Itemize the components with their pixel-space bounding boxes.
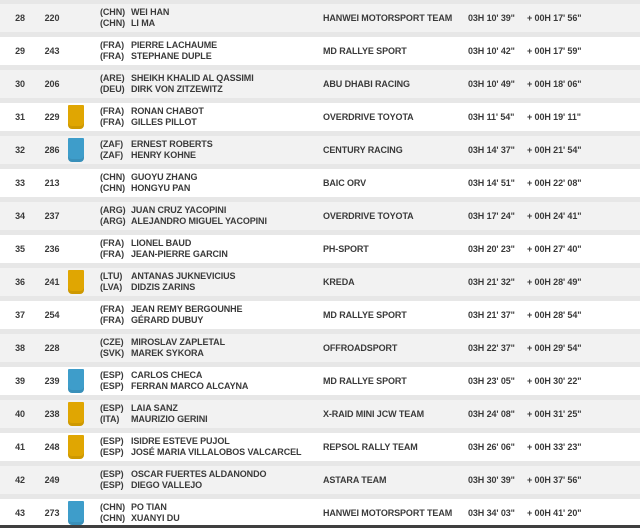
crew-names	[100, 370, 323, 393]
driver-name: ANTANAS JUKNEVICIUS	[131, 270, 236, 281]
car-number: 237	[44, 211, 60, 221]
stage-time: 03H 26' 06"	[468, 442, 515, 452]
driver-name: ISIDRE ESTEVE PUJOL	[131, 435, 230, 446]
driver-name: GUOYU ZHANG	[131, 171, 198, 182]
team-name: MD RALLYE SPORT	[323, 310, 407, 320]
codriver-country-code: (FRA)	[100, 315, 124, 325]
codriver-line	[100, 18, 323, 30]
driver-country-code: (ESP)	[100, 369, 124, 380]
time-gap: + 00H 22' 08"	[527, 178, 582, 188]
stage-time: 03H 10' 42"	[468, 46, 515, 56]
category-badge-blue	[68, 501, 84, 525]
time-gap: + 00H 41' 20"	[527, 508, 582, 518]
stage-time: 03H 11' 54"	[468, 112, 515, 122]
category-badge-cell	[64, 235, 100, 263]
codriver-country-code: (ESP)	[100, 447, 124, 457]
time-gap: + 00H 27' 40"	[527, 244, 582, 254]
position-rank: 31	[15, 112, 25, 122]
codriver-country-code: (CHN)	[100, 183, 125, 193]
team-name: BAIC ORV	[323, 178, 367, 188]
codriver-country-code: (CHN)	[100, 18, 125, 28]
crew-names	[100, 403, 323, 426]
table-row	[0, 334, 640, 362]
table-row	[0, 235, 640, 263]
crew-names	[100, 436, 323, 459]
codriver-line	[100, 480, 323, 492]
table-row	[0, 4, 640, 32]
codriver-country-code: (ITA)	[100, 414, 120, 424]
driver-line	[100, 403, 323, 415]
codriver-name: MAURIZIO GERINI	[131, 414, 208, 424]
crew-names	[100, 73, 323, 96]
codriver-name: HONGYU PAN	[131, 183, 191, 193]
driver-name: OSCAR FUERTES ALDANONDO	[131, 468, 267, 479]
category-badge-cell	[64, 367, 100, 395]
position-rank: 37	[15, 310, 25, 320]
team-name: ASTARA TEAM	[323, 475, 387, 485]
stage-time: 03H 34' 03"	[468, 508, 515, 518]
codriver-country-code: (ESP)	[100, 480, 124, 490]
codriver-name: STEPHANE DUPLE	[131, 51, 212, 61]
position-rank: 39	[15, 376, 25, 386]
codriver-name: LI MA	[131, 18, 155, 28]
crew-names	[100, 205, 323, 228]
stage-time: 03H 14' 51"	[468, 178, 515, 188]
driver-country-code: (ESP)	[100, 468, 124, 479]
car-number: 249	[44, 475, 60, 485]
stage-time: 03H 10' 49"	[468, 79, 515, 89]
crew-names	[100, 304, 323, 327]
table-row	[0, 136, 640, 164]
time-gap: + 00H 30' 22"	[527, 376, 582, 386]
position-rank: 30	[15, 79, 25, 89]
time-gap: + 00H 31' 25"	[527, 409, 582, 419]
codriver-name: HENRY KOHNE	[131, 150, 196, 160]
codriver-country-code: (ZAF)	[100, 150, 123, 160]
position-rank: 40	[15, 409, 25, 419]
crew-names	[100, 502, 323, 525]
time-gap: + 00H 18' 06"	[527, 79, 582, 89]
team-name: MD RALLYE SPORT	[323, 46, 407, 56]
crew-names	[100, 271, 323, 294]
driver-line	[100, 304, 323, 316]
position-rank: 41	[15, 442, 25, 452]
driver-name: MIROSLAV ZAPLETAL	[131, 336, 225, 347]
crew-names	[100, 172, 323, 195]
stage-time: 03H 10' 39"	[468, 13, 515, 23]
crew-names	[100, 337, 323, 360]
category-badge-cell	[64, 4, 100, 32]
category-badge-cell	[64, 334, 100, 362]
category-badge-cell	[64, 70, 100, 98]
codriver-name: JOSÉ MARIA VILLALOBOS VALCARCEL	[131, 447, 302, 457]
codriver-line	[100, 249, 323, 261]
driver-line	[100, 337, 323, 349]
time-gap: + 00H 29' 54"	[527, 343, 582, 353]
codriver-line	[100, 447, 323, 459]
stage-time: 03H 20' 23"	[468, 244, 515, 254]
driver-line	[100, 271, 323, 283]
time-gap: + 00H 28' 49"	[527, 277, 582, 287]
codriver-line	[100, 513, 323, 525]
driver-name: PO TIAN	[131, 501, 167, 512]
codriver-country-code: (CHN)	[100, 513, 125, 523]
stage-time: 03H 23' 05"	[468, 376, 515, 386]
team-name: KREDA	[323, 277, 355, 287]
codriver-name: DIEGO VALLEJO	[131, 480, 203, 490]
stage-time: 03H 21' 32"	[468, 277, 515, 287]
driver-name: JEAN REMY BERGOUNHE	[131, 303, 243, 314]
codriver-line	[100, 183, 323, 195]
stage-time: 03H 30' 39"	[468, 475, 515, 485]
driver-country-code: (CZE)	[100, 336, 124, 347]
codriver-line	[100, 117, 323, 129]
car-number: 206	[44, 79, 60, 89]
time-gap: + 00H 37' 56"	[527, 475, 582, 485]
time-gap: + 00H 17' 56"	[527, 13, 582, 23]
codriver-country-code: (FRA)	[100, 249, 124, 259]
category-badge-cell	[64, 202, 100, 230]
team-name: ABU DHABI RACING	[323, 79, 410, 89]
crew-names	[100, 40, 323, 63]
codriver-country-code: (ESP)	[100, 381, 124, 391]
car-number: 229	[44, 112, 60, 122]
driver-line	[100, 370, 323, 382]
codriver-name: ALEJANDRO MIGUEL YACOPINI	[131, 216, 267, 226]
driver-name: RONAN CHABOT	[131, 105, 204, 116]
driver-country-code: (FRA)	[100, 39, 124, 50]
codriver-country-code: (DEU)	[100, 84, 125, 94]
stage-time: 03H 22' 37"	[468, 343, 515, 353]
driver-line	[100, 172, 323, 184]
category-badge-cell	[64, 103, 100, 131]
category-badge-yellow	[68, 105, 84, 129]
car-number: 248	[44, 442, 60, 452]
crew-names	[100, 469, 323, 492]
car-number: 241	[44, 277, 60, 287]
table-row	[0, 37, 640, 65]
driver-country-code: (LTU)	[100, 270, 123, 281]
table-row	[0, 268, 640, 296]
category-badge-blue	[68, 138, 84, 162]
car-number: 213	[44, 178, 60, 188]
table-row	[0, 499, 640, 527]
category-badge-cell	[64, 466, 100, 494]
driver-name: PIERRE LACHAUME	[131, 39, 218, 50]
codriver-name: GILLES PILLOT	[131, 117, 197, 127]
category-badge-cell	[64, 268, 100, 296]
codriver-line	[100, 282, 323, 294]
position-rank: 29	[15, 46, 25, 56]
position-rank: 32	[15, 145, 25, 155]
codriver-name: FERRAN MARCO ALCAYNA	[131, 381, 249, 391]
position-rank: 35	[15, 244, 25, 254]
codriver-country-code: (SVK)	[100, 348, 124, 358]
driver-name: JUAN CRUZ YACOPINI	[131, 204, 227, 215]
car-number: 220	[44, 13, 60, 23]
standings-rows	[0, 4, 640, 528]
table-row	[0, 367, 640, 395]
category-badge-yellow	[68, 402, 84, 426]
driver-line	[100, 502, 323, 514]
driver-country-code: (CHN)	[100, 171, 125, 182]
driver-country-code: (ARG)	[100, 204, 126, 215]
driver-line	[100, 238, 323, 250]
car-number: 236	[44, 244, 60, 254]
codriver-line	[100, 414, 323, 426]
driver-name: CARLOS CHECA	[131, 369, 203, 380]
time-gap: + 00H 21' 54"	[527, 145, 582, 155]
codriver-name: XUANYI DU	[131, 513, 180, 523]
codriver-name: GÉRARD DUBUY	[131, 315, 204, 325]
driver-country-code: (ZAF)	[100, 138, 123, 149]
category-badge-yellow	[68, 270, 84, 294]
codriver-line	[100, 51, 323, 63]
time-gap: + 00H 28' 54"	[527, 310, 582, 320]
codriver-name: MAREK SYKORA	[131, 348, 204, 358]
driver-line	[100, 7, 323, 19]
driver-line	[100, 40, 323, 52]
table-row	[0, 70, 640, 98]
table-row	[0, 400, 640, 428]
category-badge-cell	[64, 37, 100, 65]
car-number: 254	[44, 310, 60, 320]
category-badge-yellow	[68, 435, 84, 459]
position-rank: 28	[15, 13, 25, 23]
car-number: 273	[44, 508, 60, 518]
team-name: HANWEI MOTORSPORT TEAM	[323, 508, 453, 518]
driver-country-code: (ESP)	[100, 435, 124, 446]
team-name: REPSOL RALLY TEAM	[323, 442, 418, 452]
category-badge-cell	[64, 433, 100, 461]
car-number: 239	[44, 376, 60, 386]
driver-line	[100, 469, 323, 481]
crew-names	[100, 7, 323, 30]
position-rank: 36	[15, 277, 25, 287]
team-name: CENTURY RACING	[323, 145, 403, 155]
team-name: OVERDRIVE TOYOTA	[323, 211, 414, 221]
driver-country-code: (CHN)	[100, 501, 125, 512]
stage-time: 03H 14' 37"	[468, 145, 515, 155]
stage-time: 03H 21' 37"	[468, 310, 515, 320]
time-gap: + 00H 19' 11"	[527, 112, 581, 122]
codriver-line	[100, 84, 323, 96]
category-badge-cell	[64, 169, 100, 197]
codriver-country-code: (FRA)	[100, 117, 124, 127]
team-name: MD RALLYE SPORT	[323, 376, 407, 386]
driver-line	[100, 106, 323, 118]
car-number: 238	[44, 409, 60, 419]
codriver-name: DIDZIS ZARINS	[131, 282, 196, 292]
position-rank: 42	[15, 475, 25, 485]
table-row	[0, 466, 640, 494]
driver-country-code: (FRA)	[100, 303, 124, 314]
car-number: 243	[44, 46, 60, 56]
driver-name: ERNEST ROBERTS	[131, 138, 213, 149]
table-row	[0, 301, 640, 329]
table-row	[0, 169, 640, 197]
table-row	[0, 433, 640, 461]
car-number: 286	[44, 145, 60, 155]
category-badge-cell	[64, 499, 100, 527]
position-rank: 43	[15, 508, 25, 518]
time-gap: + 00H 17' 59"	[527, 46, 582, 56]
driver-country-code: (ARE)	[100, 72, 125, 83]
driver-line	[100, 436, 323, 448]
driver-name: SHEIKH KHALID AL QASSIMI	[131, 72, 254, 83]
crew-names	[100, 106, 323, 129]
position-rank: 33	[15, 178, 25, 188]
category-badge-cell	[64, 136, 100, 164]
time-gap: + 00H 24' 41"	[527, 211, 582, 221]
codriver-name: DIRK VON ZITZEWITZ	[131, 84, 223, 94]
driver-name: WEI HAN	[131, 6, 170, 17]
codriver-line	[100, 216, 323, 228]
codriver-line	[100, 381, 323, 393]
codriver-country-code: (FRA)	[100, 51, 124, 61]
crew-names	[100, 139, 323, 162]
driver-country-code: (FRA)	[100, 237, 124, 248]
position-rank: 34	[15, 211, 25, 221]
team-name: PH-SPORT	[323, 244, 369, 254]
codriver-country-code: (LVA)	[100, 282, 123, 292]
car-number: 228	[44, 343, 60, 353]
codriver-name: JEAN-PIERRE GARCIN	[131, 249, 228, 259]
team-name: HANWEI MOTORSPORT TEAM	[323, 13, 453, 23]
category-badge-blue	[68, 369, 84, 393]
driver-country-code: (CHN)	[100, 6, 125, 17]
team-name: OFFROADSPORT	[323, 343, 398, 353]
codriver-line	[100, 315, 323, 327]
table-row	[0, 202, 640, 230]
driver-line	[100, 73, 323, 85]
codriver-line	[100, 150, 323, 162]
stage-time: 03H 24' 08"	[468, 409, 515, 419]
table-row	[0, 103, 640, 131]
category-badge-cell	[64, 301, 100, 329]
team-name: X-RAID MINI JCW TEAM	[323, 409, 424, 419]
team-name: OVERDRIVE TOYOTA	[323, 112, 414, 122]
codriver-line	[100, 348, 323, 360]
driver-name: LIONEL BAUD	[131, 237, 192, 248]
driver-line	[100, 139, 323, 151]
time-gap: + 00H 33' 23"	[527, 442, 582, 452]
driver-name: LAIA SANZ	[131, 402, 178, 413]
driver-line	[100, 205, 323, 217]
codriver-country-code: (ARG)	[100, 216, 126, 226]
position-rank: 38	[15, 343, 25, 353]
category-badge-cell	[64, 400, 100, 428]
crew-names	[100, 238, 323, 261]
driver-country-code: (FRA)	[100, 105, 124, 116]
stage-time: 03H 17' 24"	[468, 211, 515, 221]
driver-country-code: (ESP)	[100, 402, 124, 413]
